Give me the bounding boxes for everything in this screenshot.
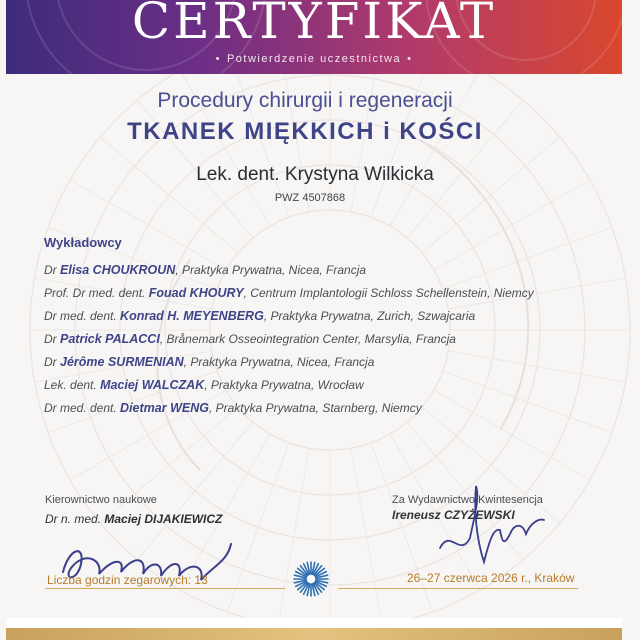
scientific-director-name: Dr n. med. Maciej DIJAKIEWICZ — [45, 512, 223, 526]
certificate-subtitle: • Potwierdzenie uczestnictwa • — [215, 53, 413, 65]
bottom-margin — [6, 618, 622, 628]
lecturer-row: Dr Jérôme SURMENIAN, Praktyka Prywatna, Nicea, Francja — [44, 355, 375, 369]
lecturer-row: Dr med. dent. Konrad H. MEYENBERG, Praktyka Prywatna, Zurich, Szwajcaria — [44, 309, 476, 323]
course-title-line2: TKANEK MIĘKKICH i KOŚCI — [127, 118, 483, 145]
date-and-place: 26–27 czerwca 2026 r., Kraków — [407, 571, 575, 585]
lecturer-row: Dr med. dent. Dietmar WENG, Praktyka Prywatna, Starnberg, Niemcy — [44, 401, 422, 415]
scientific-director-label: Kierownictwo naukowe — [45, 494, 157, 506]
footer-divider-right — [338, 588, 578, 589]
lecturers-heading: Wykładowcy — [44, 235, 122, 250]
lecturer-name: Jérôme SURMENIAN — [60, 355, 184, 369]
lecturers-list — [44, 262, 634, 423]
lecturer-name: Elisa CHOUKROUN — [60, 263, 176, 277]
lecturer-name: Dietmar WENG — [120, 401, 209, 415]
lecturer-name: Fouad KHOURY — [148, 286, 244, 300]
right-signature-mark — [430, 478, 550, 578]
license-number: PWZ 4507868 — [274, 192, 346, 204]
lecturer-row: Lek. dent. Maciej WALCZAK, Praktyka Prywatna, Wrocław — [44, 378, 364, 392]
lecturer-row: Prof. Dr med. dent. Fouad KHOURY, Centrum Implantologii Schloss Schellenstein, Niemcy — [44, 286, 534, 300]
lecturer-name: Konrad H. MEYENBERG — [120, 309, 264, 323]
course-title-line1: Procedury chirurgii i regeneracji — [157, 89, 453, 112]
bottom-gold-band — [6, 628, 622, 640]
lecturer-row: Dr Patrick PALACCI, Brånemark Osseointegration Center, Marsylia, Francja — [44, 332, 456, 346]
header-band — [6, 0, 622, 74]
training-hours: Liczba godzin zegarowych: 13 — [47, 573, 208, 587]
publisher-name: Ireneusz CZYŻEWSKI — [392, 508, 515, 522]
footer-divider-left — [45, 588, 285, 589]
publisher-label: Za Wydawnictwo Kwintesencja — [392, 494, 543, 506]
recipient-name: Lek. dent. Krystyna Wilkicka — [196, 164, 434, 185]
sunburst-emblem-icon — [292, 560, 330, 598]
certificate-title: CERTYFIKAT — [131, 0, 497, 50]
lecturer-row: Dr Elisa CHOUKROUN, Praktyka Prywatna, Nicea, Francja — [44, 263, 367, 277]
lecturer-name: Patrick PALACCI — [60, 332, 160, 346]
lecturer-name: Maciej WALCZAK — [100, 378, 205, 392]
